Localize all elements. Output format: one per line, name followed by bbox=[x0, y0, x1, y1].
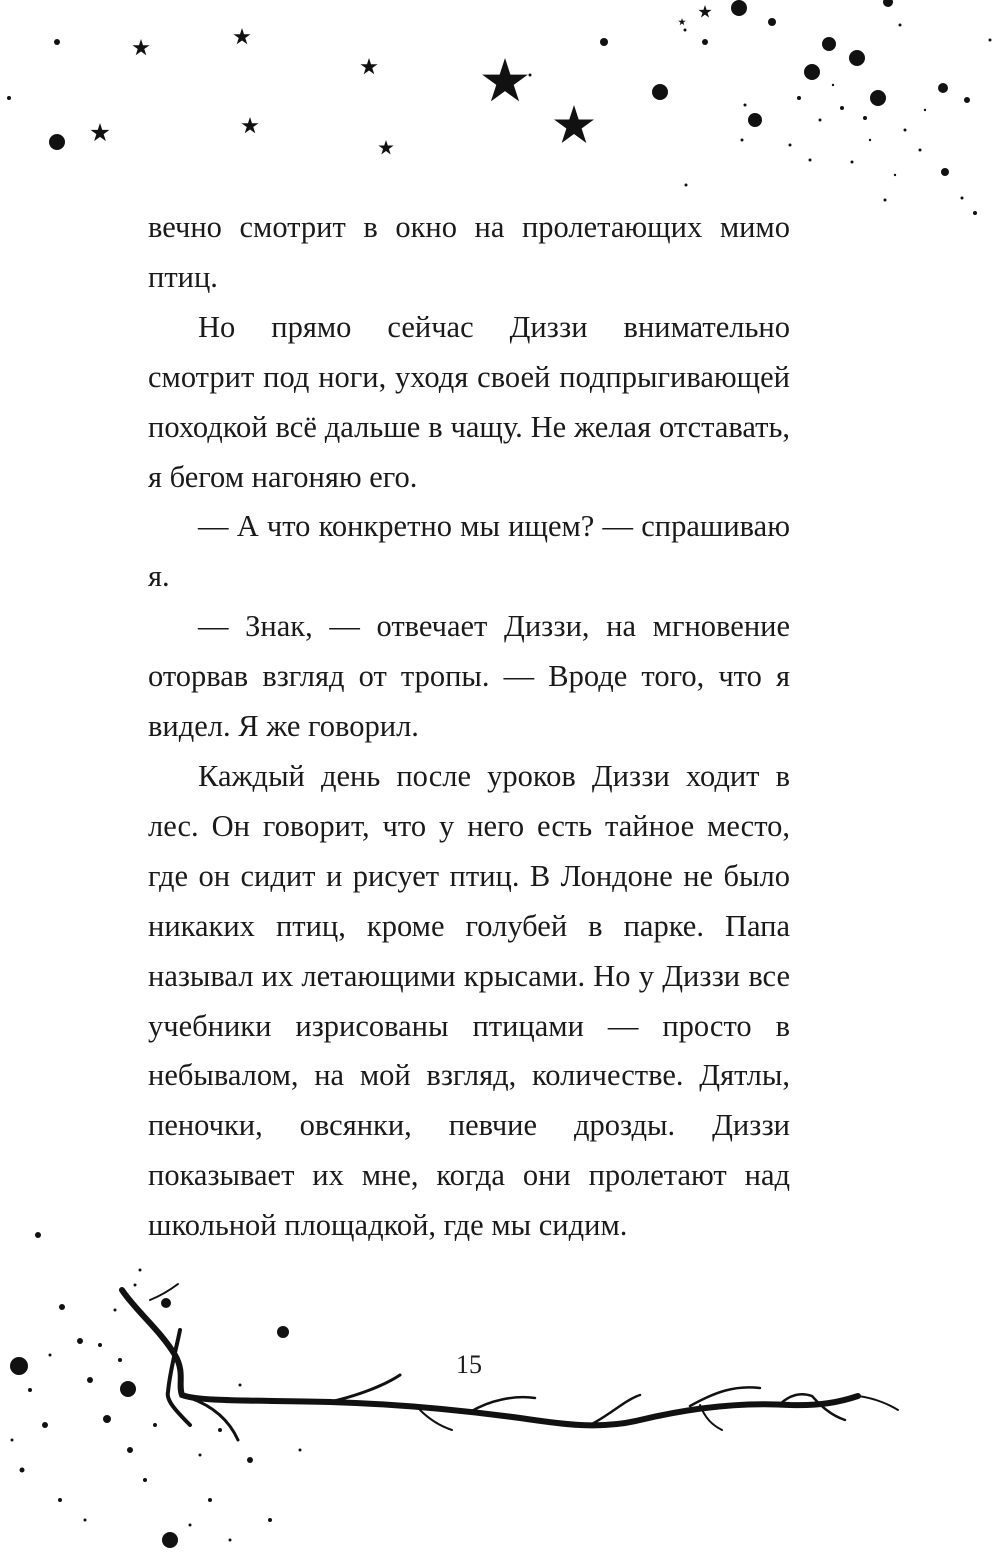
paragraph: — Знак, — отвечает Диззи, на мгновение оторвав взгляд от тропы. — Вроде того, что я видел. Я же говорил. bbox=[148, 609, 790, 744]
star-icon bbox=[360, 58, 377, 74]
star-icon bbox=[233, 28, 250, 44]
branch-icon bbox=[122, 1290, 858, 1425]
paragraph: — А что конкретно мы ищем? — спрашиваю я. bbox=[148, 509, 790, 594]
paragraph: Но прямо сейчас Диззи внимательно смотрит под ноги, уходя своей подпрыгивающей походкой всё дальше в чащу. Не желая отставать, я бегом нагоняю его. bbox=[148, 309, 790, 494]
star-icon bbox=[378, 140, 393, 154]
dots-decoration bbox=[10, 1232, 302, 1548]
dots-decoration bbox=[7, 0, 992, 215]
main-text bbox=[148, 203, 790, 1251]
star-icon bbox=[132, 39, 149, 55]
paragraph: вечно смотрит в окно на пролетающих мимо птиц. bbox=[148, 210, 790, 294]
star-icon bbox=[678, 18, 686, 25]
star-icon bbox=[482, 58, 528, 101]
star-icon bbox=[698, 5, 711, 18]
bottom-branch-decoration bbox=[0, 1230, 1000, 1552]
star-icon bbox=[90, 123, 109, 141]
page-number: 15 bbox=[456, 1350, 482, 1379]
star-icon bbox=[241, 117, 258, 133]
star-icon bbox=[554, 105, 594, 143]
paragraph: Каждый день после уроков Диззи ходит в лес. Он говорит, что у него есть тайное место, где он сидит и рисует птиц. В Лондоне не было никаких птиц, кроме голубей в парке. Папа называл их летающими крысами. Но у Диззи все учебники изрисованы птицами — просто в небывалом, на мой взгляд, количестве. Дятлы, пеночки, овсянки, певчие дрозды. Диззи показывает их мне, когда они пролетают над школьной площадкой, где мы сидим. bbox=[148, 758, 790, 1243]
